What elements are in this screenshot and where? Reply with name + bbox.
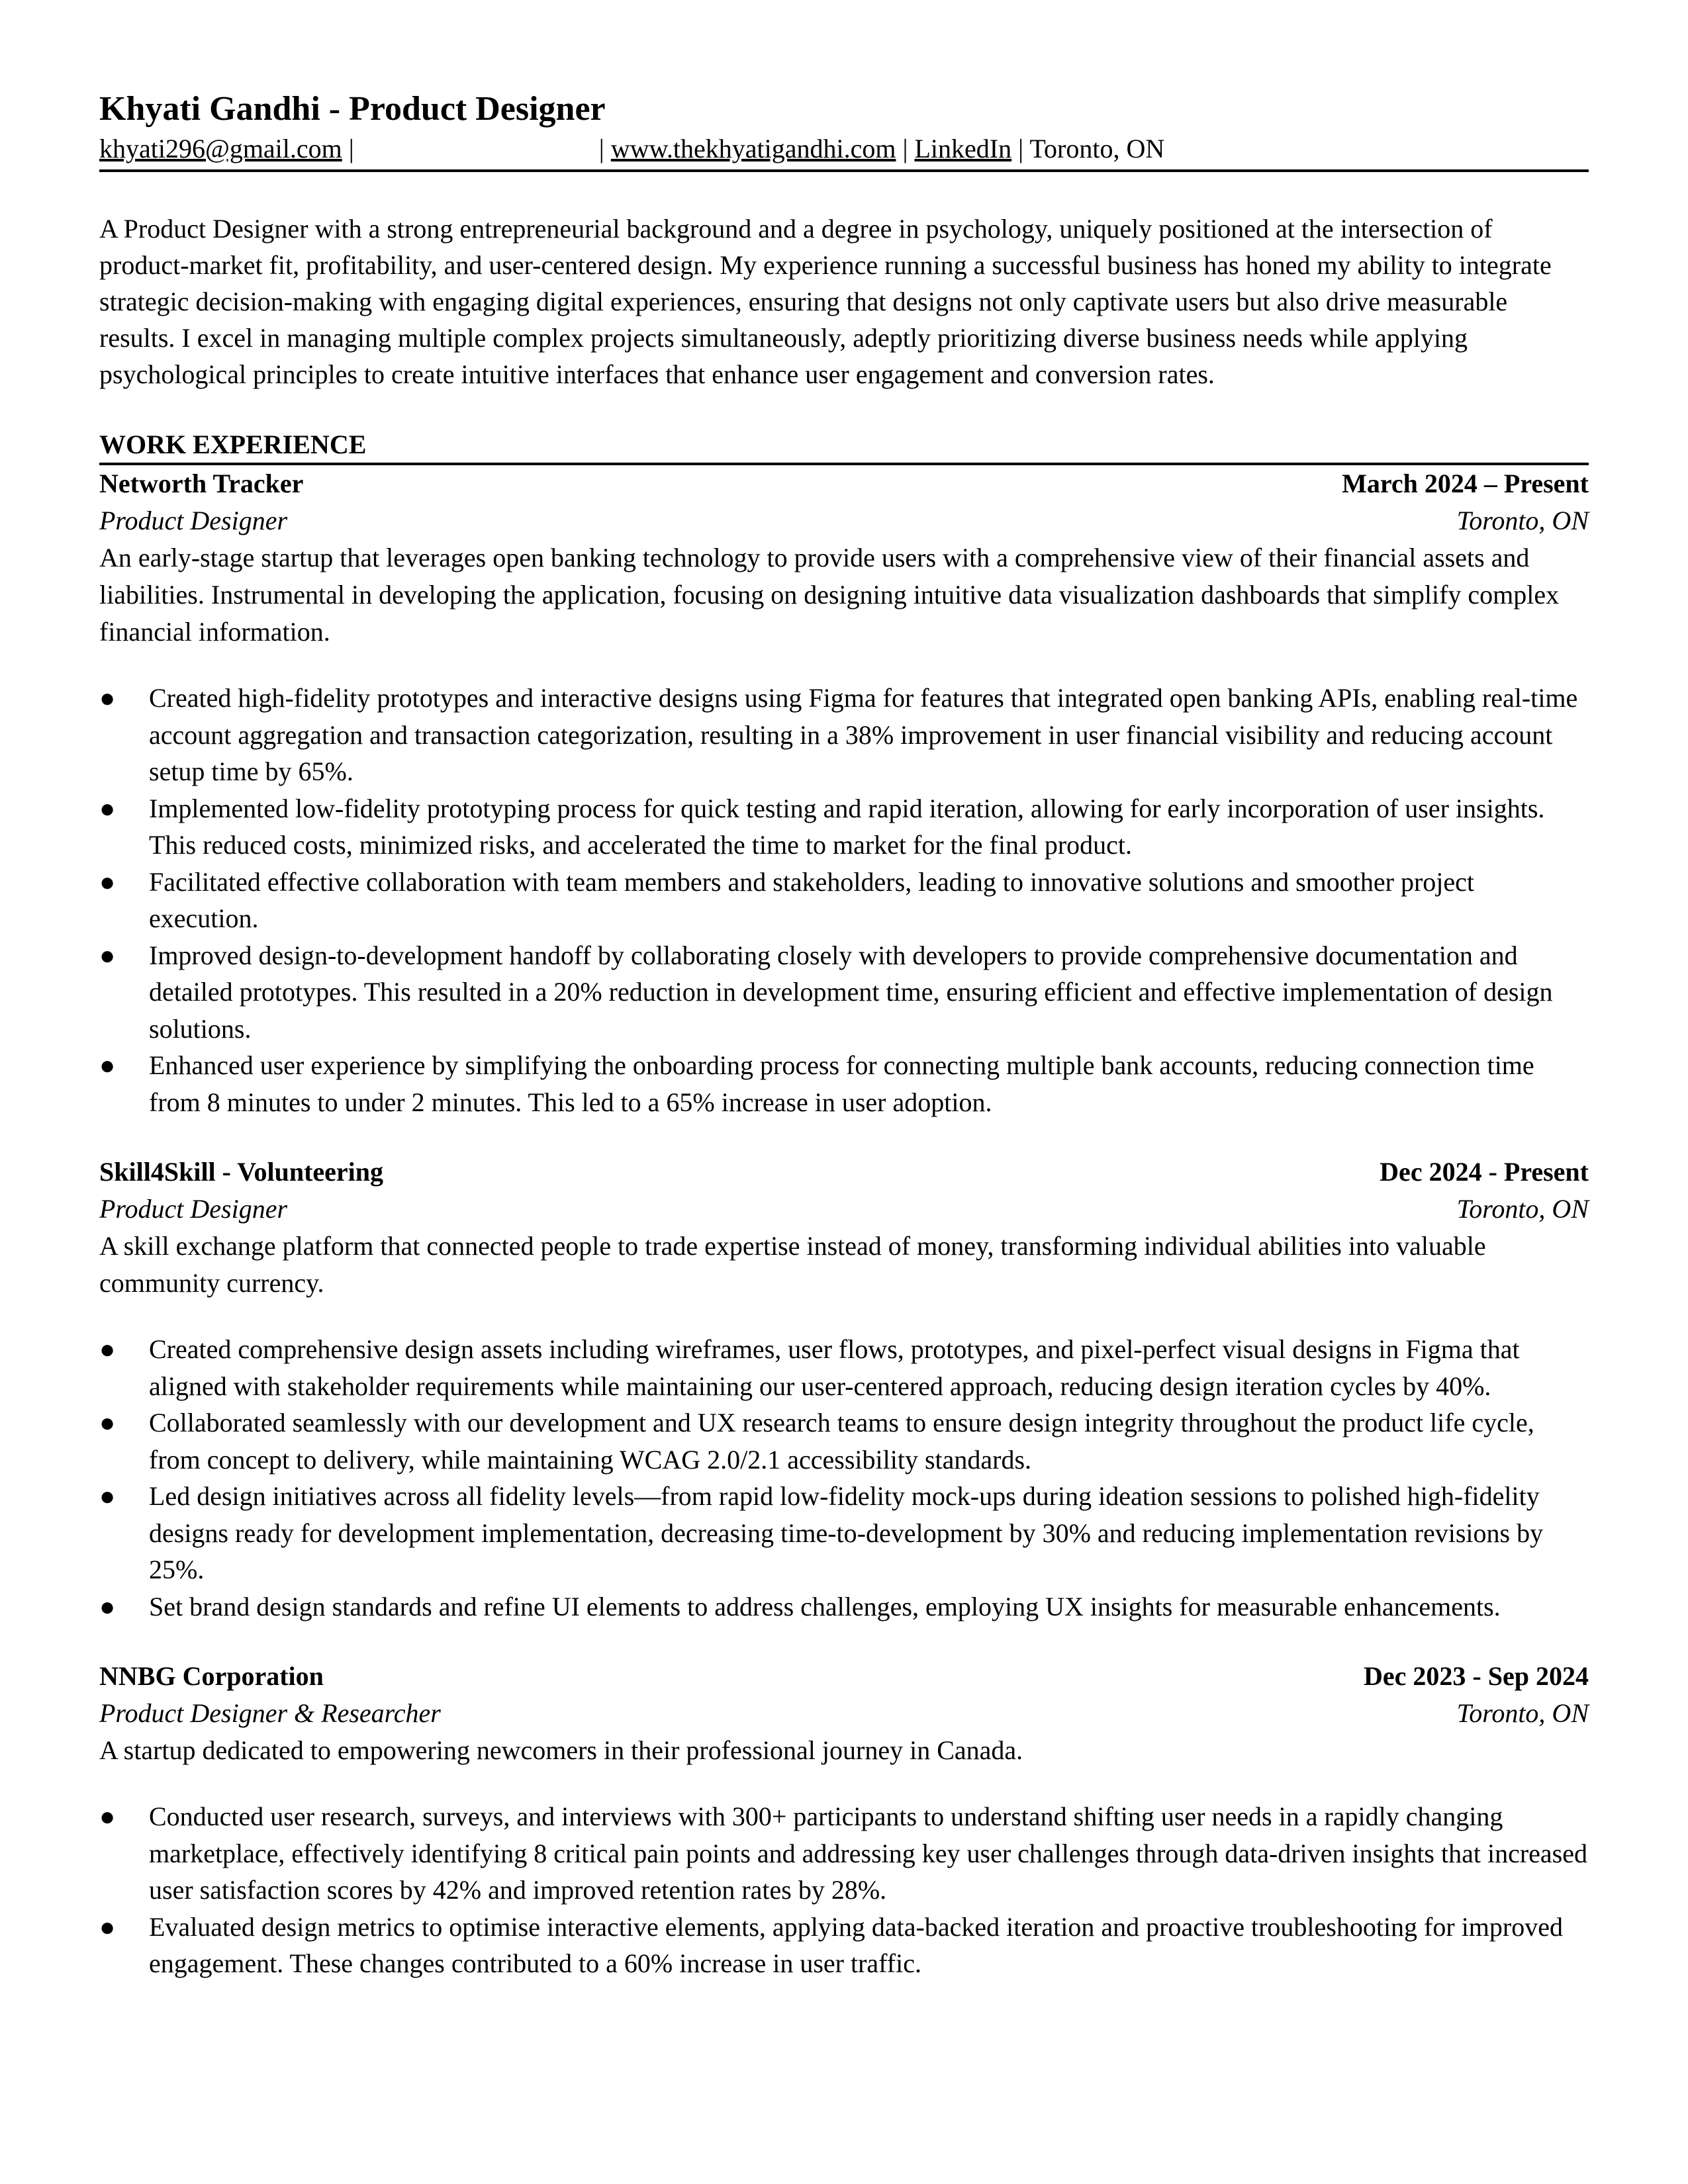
job-bullet-text: Created high-fidelity prototypes and interactive designs using Figma for features that integrated open banking APIs, enabling real-time account aggregation and transaction categorization, resulting in a 38% improvement in user financial visibility and reducing account setup time by 65%. [149, 683, 1578, 786]
job-bullet [99, 1909, 1589, 1982]
job-location: Toronto, ON [1456, 1698, 1589, 1728]
job-description: An early-stage startup that leverages open banking technology to provide users with a comprehensive view of their financial assets and liabilities. Instrumental in developing the application, focusing on designing intuitive data visualization dashboards that simplify complex financial information. [99, 543, 1560, 647]
job-role-row [99, 1191, 1589, 1228]
job-bullet [99, 1798, 1589, 1909]
job-bullet [99, 937, 1589, 1048]
contact-separator: | [598, 134, 611, 163]
job-bullet-text: Facilitated effective collaboration with team members and stakeholders, leading to innovative solutions and smoother project execution. [149, 866, 1475, 933]
job-bullet-text: Implemented low-fidelity prototyping process for quick testing and rapid iteration, allowing for early incorporation of user insights. This reduced costs, minimized risks, and accelerated the time to market for the final product. [149, 793, 1545, 860]
professional-summary: A Product Designer with a strong entrepreneurial background and a degree in psychology, uniquely positioned at the intersection of product-market fit, profitability, and user-centered design. My experience running a successful business has honed my ability to integrate strategic decision-making with engaging digital experiences, ensuring that designs not only captivate users but also drive measurable results. I excel in managing multiple complex projects simultaneously, adeptly prioritizing diverse business needs while applying psychological principles to create intuitive interfaces that enhance user engagement and conversion rates. [99, 214, 1552, 389]
job-dates: Dec 2023 - Sep 2024 [1364, 1661, 1589, 1691]
job-location: Toronto, ON [1456, 506, 1589, 535]
job-dates: Dec 2024 - Present [1380, 1157, 1589, 1187]
job-entry [99, 1658, 1589, 1982]
job-role: Product Designer [99, 1194, 288, 1224]
resume-name: Khyati Gandhi - Product Designer [99, 90, 606, 128]
resume-page [99, 86, 1589, 1982]
job-bullet [99, 680, 1589, 790]
job-entry [99, 465, 1589, 1120]
job-bullet [99, 1588, 1589, 1625]
job-role: Product Designer & Researcher [99, 1698, 441, 1728]
job-bullet [99, 1404, 1589, 1478]
job-role-row [99, 502, 1589, 539]
contact-separator: | [896, 134, 915, 163]
section-title-work-experience: WORK EXPERIENCE [99, 427, 1589, 465]
job-dates: March 2024 – Present [1342, 469, 1589, 498]
bullet-dot-icon: ● [99, 1050, 116, 1080]
job-header-row [99, 1154, 1589, 1191]
job-role-row [99, 1695, 1589, 1732]
email-link[interactable]: khyati296@gmail.com [99, 134, 342, 163]
job-bullet-list [99, 680, 1589, 1120]
bullet-dot-icon: ● [99, 940, 116, 970]
contact-separator: | [342, 134, 354, 163]
job-description: A skill exchange platform that connected people to trade expertise instead of money, transforming individual abilities into valuable community currency. [99, 1231, 1486, 1298]
job-company: Networth Tracker [99, 469, 304, 498]
job-bullet-text: Evaluated design metrics to optimise interactive elements, applying data-backed iteration and proactive troubleshooting for improved engagement. These changes contributed to a 60% increase in user traffic. [149, 1911, 1563, 1978]
bullet-dot-icon: ● [99, 1591, 116, 1621]
bullet-dot-icon: ● [99, 1481, 116, 1511]
job-bullet [99, 1478, 1589, 1588]
job-bullet [99, 790, 1589, 864]
job-company: Skill4Skill - Volunteering [99, 1157, 384, 1187]
job-bullet-list [99, 1331, 1589, 1625]
bullet-dot-icon: ● [99, 683, 116, 713]
job-bullet-text: Set brand design standards and refine UI elements to address challenges, employing UX insights for measurable enhancements. [149, 1591, 1501, 1621]
job-bullet [99, 1047, 1589, 1120]
work-experience-list [99, 465, 1589, 1982]
bullet-dot-icon: ● [99, 1801, 116, 1831]
job-bullet-text: Created comprehensive design assets including wireframes, user flows, prototypes, and pixel-perfect visual designs in Figma that aligned with stakeholder requirements while maintaining our user-centered approach, reducing design iteration cycles by 40%. [149, 1334, 1520, 1401]
job-bullet [99, 864, 1589, 937]
job-bullet-text: Enhanced user experience by simplifying the onboarding process for connecting multiple bank accounts, reducing connection time from 8 minutes to under 2 minutes. This led to a 65% increase in user adoption. [149, 1050, 1534, 1117]
job-entry [99, 1154, 1589, 1625]
bullet-dot-icon: ● [99, 1911, 116, 1942]
job-bullet-list [99, 1798, 1589, 1982]
contact-line [99, 132, 1589, 172]
contact-location: Toronto, ON [1029, 134, 1165, 163]
job-header-row [99, 1658, 1589, 1695]
bullet-dot-icon: ● [99, 866, 116, 897]
job-company: NNBG Corporation [99, 1661, 324, 1691]
job-description: A startup dedicated to empowering newcomers in their professional journey in Canada. [99, 1735, 1023, 1765]
website-link[interactable]: www.thekhyatigandhi.com [610, 134, 896, 163]
job-bullet-text: Collaborated seamlessly with our development and UX research teams to ensure design integrity throughout the product life cycle, from concept to delivery, while maintaining WCAG 2.0/2.1 accessibility standards. [149, 1408, 1534, 1475]
job-bullet [99, 1331, 1589, 1404]
job-bullet-text: Led design initiatives across all fidelity levels—from rapid low-fidelity mock-ups during ideation sessions to polished high-fidelity designs ready for development implementation, decreasing time-to-development by 30% and reducing implementation revisions by 25%. [149, 1481, 1544, 1584]
job-location: Toronto, ON [1456, 1194, 1589, 1224]
job-bullet-text: Conducted user research, surveys, and interviews with 300+ participants to understand shifting user needs in a rapidly changing marketplace, effectively identifying 8 critical pain points and addressing key user challenges through data-driven insights that increased user satisfaction scores by 42% and improved retention rates by 28%. [149, 1801, 1587, 1905]
bullet-dot-icon: ● [99, 793, 116, 823]
job-bullet-text: Improved design-to-development handoff by collaborating closely with developers to provide comprehensive documentation and detailed prototypes. This resulted in a 20% reduction in development time, ensuring efficient and effective implementation of design solutions. [149, 940, 1553, 1044]
bullet-dot-icon: ● [99, 1408, 116, 1437]
job-header-row [99, 465, 1589, 502]
linkedin-link[interactable]: LinkedIn [914, 134, 1012, 163]
contact-separator: | [1011, 134, 1030, 163]
bullet-dot-icon: ● [99, 1334, 116, 1364]
job-role: Product Designer [99, 506, 288, 535]
